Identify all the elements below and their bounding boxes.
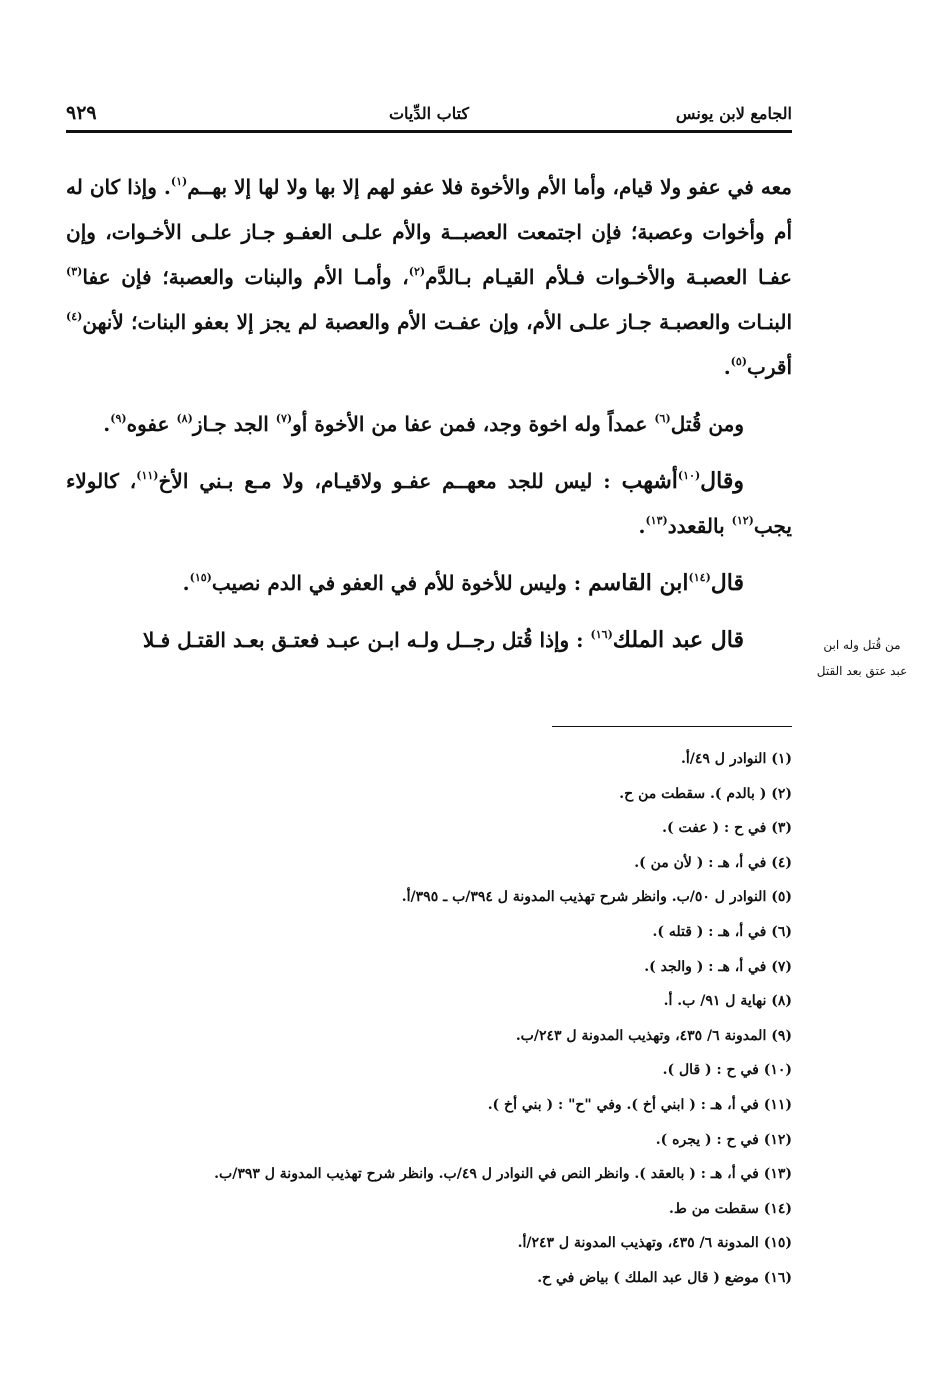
text-span: : ليس للجد معهــم عفـو ولاقيـام، ولا مـع بـني الأخ <box>158 469 622 493</box>
footnote-item: (١٢) في ح : ( يجره ). <box>655 1131 792 1148</box>
footnotes-list <box>66 742 792 1296</box>
lead-word: قال <box>710 570 744 596</box>
footnote-item: (٢) ( بالدم ). سقطت من ح. <box>619 785 792 802</box>
footnote-ref[interactable]: (١٤) <box>688 571 711 584</box>
footnote-ref[interactable]: (١١) <box>136 469 159 482</box>
footnote-item: (١٣) في أ، هـ : ( بالعقد ). وانظر النص في النوادر ل ٤٩/ب. وانظر شرح تهذيب المدونة ل ٣٩٣/ب. <box>214 1166 792 1183</box>
footnote-item: (١١) في أ، هـ : ( ابني أخ ). وفي "ح" : ( بني أخ ). <box>487 1096 792 1113</box>
paragraph-3 <box>66 459 792 549</box>
footnote-item: (٥) النوادر ل ٥٠/ب. وانظر شرح تهذيب المدونة ل ٣٩٤/ب ـ ٣٩٥/أ. <box>401 889 792 906</box>
text-span: : وليس للأخوة للأم في العفو في الدم نصيب <box>211 571 589 595</box>
chapter-title: كتاب الدِّيات <box>388 104 470 123</box>
book-title: الجامع لابن يونس <box>675 104 792 123</box>
text-span: عفوه <box>126 412 177 436</box>
margin-note-line: من قُتل وله ابن <box>823 638 901 652</box>
footnote-item: (٧) في أ، هـ : ( والجد ). <box>644 958 792 975</box>
footnote-item: (١٤) سقطت من ط. <box>669 1200 792 1217</box>
footnote-ref[interactable]: (١٢) <box>731 514 754 527</box>
footnote-item: (١٠) في ح : ( قال ). <box>662 1062 792 1079</box>
text-span: ، كالولاء يجب <box>66 469 792 538</box>
footnote-item: (٣) في ح : ( عفت ). <box>662 820 792 837</box>
footnote-item: (٩) المدونة ٦/ ٤٣٥، وتهذيب المدونة ل ٢٤٣/ب. <box>515 1027 792 1044</box>
footnote-item: (٦) في أ، هـ : ( قتله ). <box>652 923 792 940</box>
footnote-item: (٤) في أ، هـ : ( لأن من ). <box>634 854 792 871</box>
footnote-item: (١) النوادر ل ٤٩/أ. <box>680 751 792 767</box>
footnote-ref[interactable]: (٦) <box>654 412 671 425</box>
footnote-item: (١٥) المدونة ٦/ ٤٣٥، وتهذيب المدونة ل ٢٤٣/أ. <box>517 1235 792 1252</box>
main-text <box>66 165 792 663</box>
footnote-ref[interactable]: (١٦) <box>590 628 613 641</box>
footnote-ref[interactable]: (١٠) <box>677 469 701 482</box>
lead-word: وقال <box>700 468 744 494</box>
text-span: ومن قُتل <box>670 412 744 436</box>
text-span: . وإذا كان له أم وأخوات وعصبة؛ فإن اجتمعت العصبــة والأم علـى العفـو جـاز علـى الأخـوات، وإن عفـا العصبـة والأخـوات فـلأم القيـام بـالدَّم <box>66 175 792 289</box>
paragraph-1 <box>66 165 792 390</box>
footnote-ref[interactable]: (١٣) <box>645 514 668 527</box>
header-rule <box>66 130 792 133</box>
footnote-ref[interactable]: (٩) <box>110 412 127 425</box>
footnote-ref[interactable]: (٣) <box>66 265 83 278</box>
page-number: ٩٢٩ <box>66 102 97 124</box>
footnote-rule <box>552 726 792 727</box>
footnote-ref[interactable]: (١) <box>170 175 188 188</box>
margin-note-line: عبد عتق بعد القتل <box>816 664 908 678</box>
footnote-ref[interactable]: (٤) <box>66 310 83 323</box>
speaker-name: أشهب <box>621 468 678 494</box>
footnote-ref[interactable]: (١٥) <box>189 571 212 584</box>
paragraph-4 <box>66 561 792 606</box>
footnote-ref[interactable]: (٨) <box>176 412 193 425</box>
paragraph-2 <box>66 402 792 447</box>
text-span: . <box>103 412 111 436</box>
paragraph-5 <box>66 618 792 663</box>
footnote-item: (١٦) موضع ( قال عبد الملك ) بياض في ح. <box>537 1269 792 1286</box>
speaker-name: قال عبد الملك <box>612 627 744 653</box>
text-span: بالقعدد <box>667 514 732 538</box>
text-span: البنـات والعصبـة جـاز علـى الأم، وإن عفـت الأم والعصبة لم يجز إلا بعفو البنات؛ لأنهن <box>82 310 792 334</box>
speaker-name: ابن القاسم <box>588 570 689 596</box>
text-span: . <box>182 571 190 595</box>
text-span: ، وأمـا الأم والبنات والعصبة؛ فإن عفا <box>82 265 409 289</box>
margin-note <box>800 632 924 684</box>
text-span: : وإذا قُتل رجــل ولـه ابـن عبـد فعتـق بعـد القتـل فـلا <box>142 628 591 652</box>
footnote-ref[interactable]: (٢) <box>408 265 426 278</box>
text-span: . <box>638 514 646 538</box>
text-span: أقرب <box>747 355 792 379</box>
text-span: عمداً وله اخوة وجد، فمن عفا من الأخوة أو <box>292 412 655 436</box>
text-span: . <box>723 355 731 379</box>
footnote-ref[interactable]: (٧) <box>275 412 293 425</box>
text-span: معه في عفو ولا قيام، وأما الأم والأخوة فلا عفو لهم إلا بها ولا لها إلا بهــم <box>187 175 792 199</box>
running-header <box>66 104 792 130</box>
text-span: الجد جـاز <box>192 412 276 436</box>
footnote-item: (٨) نهاية ل ٩١/ ب. أ. <box>663 993 792 1010</box>
footnote-ref[interactable]: (٥) <box>730 355 748 368</box>
